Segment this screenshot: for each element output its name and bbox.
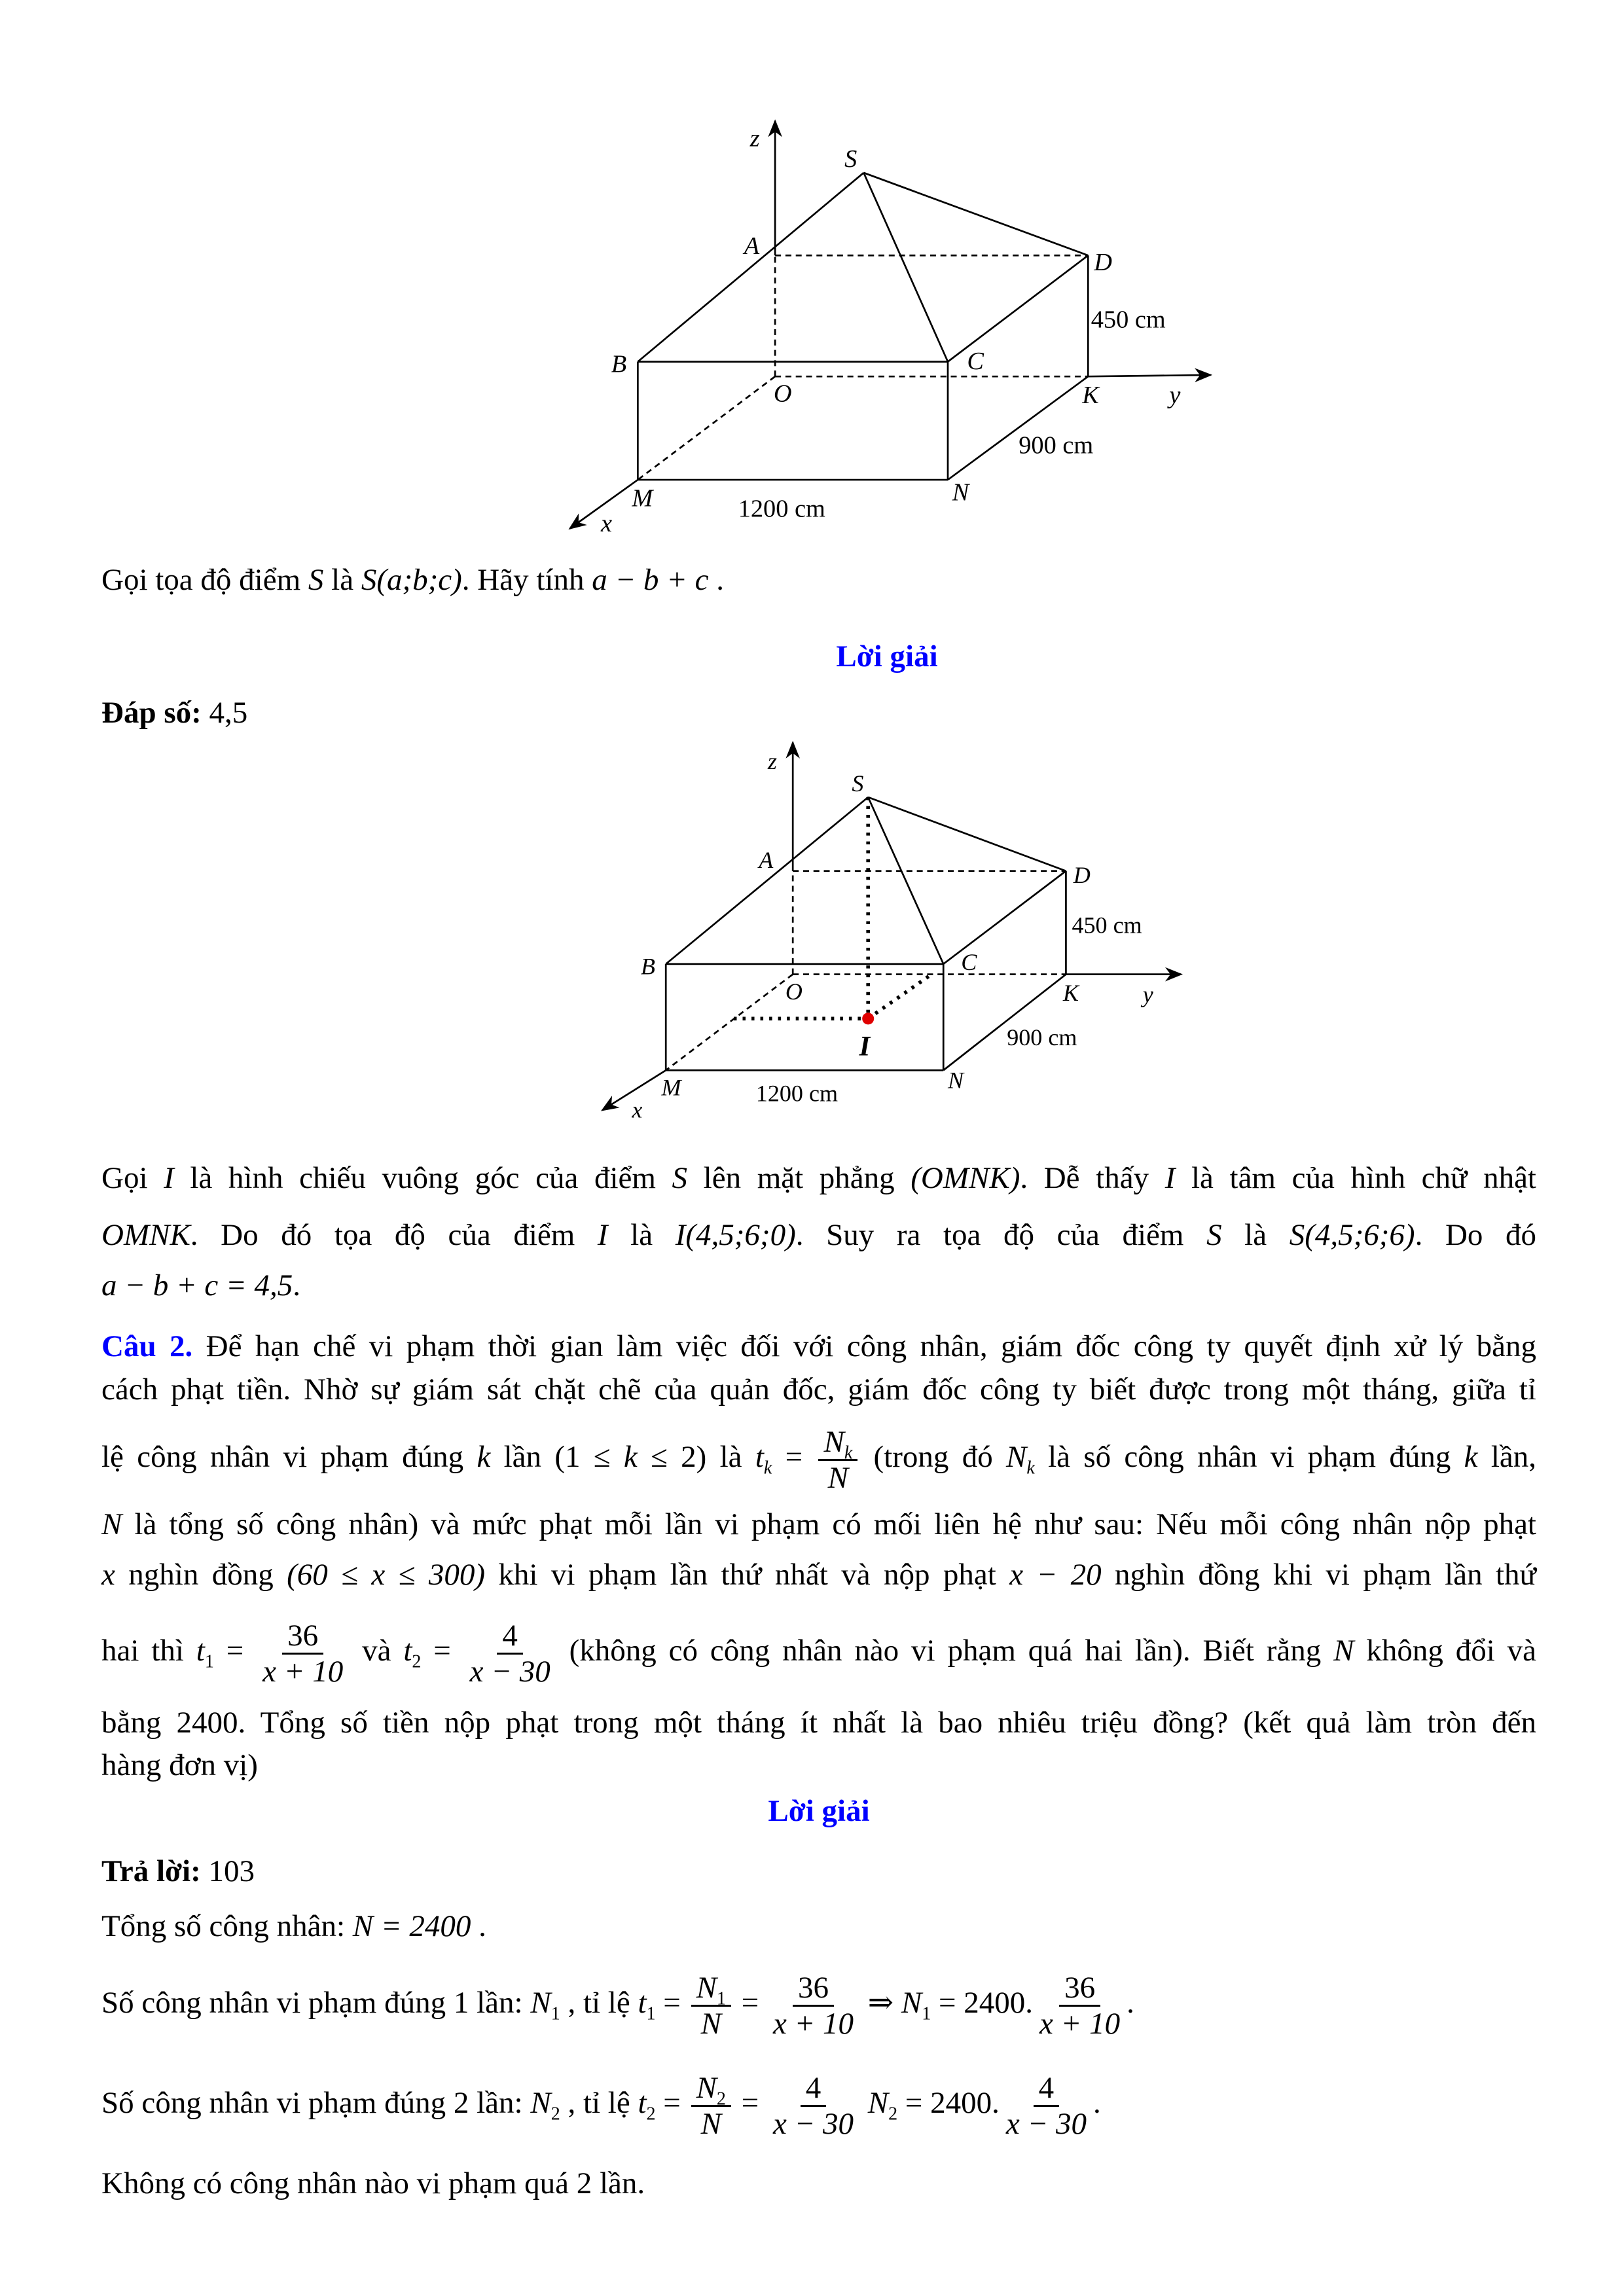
q2-line-2: cách phạt tiền. Nhờ sự giám sát chặt chẽ của quản đốc, giám đốc công ty biết được trong một tháng, giữa tỉ bbox=[101, 1372, 1536, 1407]
svg-text:1200 cm: 1200 cm bbox=[755, 1080, 839, 1107]
svg-text:900 cm: 900 cm bbox=[1007, 1024, 1077, 1050]
q1-explain-line-3: a − b + c = 4,5. bbox=[101, 1268, 301, 1302]
svg-text:450 cm: 450 cm bbox=[1072, 912, 1142, 939]
svg-text:x: x bbox=[632, 1096, 643, 1123]
q2-solution-total: Tổng số công nhân: N = 2400 . bbox=[101, 1909, 486, 1943]
svg-text:K: K bbox=[1082, 381, 1099, 409]
svg-text:y: y bbox=[1142, 981, 1153, 1008]
q2-solution-n1: Số công nhân vi phạm đúng 1 lần: $N_1$ , tỉ lệ $t_1$ = $\frac{N_1}{N}$ = $\frac{36}{x + 10}$ ⇒ $N_1 = 2400$. $\frac{36}{x + 10}$ . bbox=[101, 1970, 1134, 2041]
figure-1-labels bbox=[600, 124, 1181, 537]
q2-line-5: x nghìn đồng (60 ≤ x ≤ 300) khi vi phạm lần thứ nhất và nộp phạt x − 20 nghìn đồng khi vi phạm lần thứ bbox=[101, 1558, 1537, 1592]
fraction-4: $\frac{4}{x - 30}$ bbox=[772, 2070, 854, 2141]
svg-text:z: z bbox=[767, 748, 777, 775]
q2-line-8: hàng đơn vị) bbox=[101, 1748, 258, 1782]
svg-text:1200 cm: 1200 cm bbox=[738, 495, 825, 523]
svg-text:C: C bbox=[967, 347, 984, 375]
fraction-4-b: $\frac{4}{x - 30}$ bbox=[1005, 2070, 1087, 2141]
svg-text:N: N bbox=[948, 1067, 964, 1094]
q2-answer: Trả lời: 103 bbox=[101, 1854, 255, 1888]
q1-solution-title: Lời giải bbox=[836, 639, 938, 673]
svg-text:x: x bbox=[600, 510, 612, 538]
svg-text:O: O bbox=[785, 978, 803, 1005]
figure-2-labels bbox=[631, 748, 1153, 1122]
point-i-marker bbox=[862, 1013, 874, 1024]
fraction-t1: $\frac{36}{x + 10}$ bbox=[262, 1618, 344, 1689]
q2-line-4: N là tổng số công nhân) và mức phạt mỗi lần vi phạm có mối liên hệ như sau: Nếu mỗi công nhân nộp phạt bbox=[101, 1507, 1536, 1541]
q2-line-7: bằng 2400. Tổng số tiền nộp phạt trong một tháng ít nhất là bao nhiêu triệu đồng? (kết quả làm tròn đến bbox=[101, 1706, 1536, 1740]
fraction-t2: $\frac{4}{x - 30}$ bbox=[469, 1618, 550, 1689]
svg-text:B: B bbox=[611, 350, 627, 378]
fraction-n2-over-n: $\frac{N_2}{N}$ bbox=[691, 2071, 731, 2141]
fraction-nk-over-n: $\frac{N_k}{N}$ bbox=[818, 1425, 857, 1495]
q1-prompt: Gọi tọa độ điểm S là S(a;b;c). Hãy tính a − b + c . bbox=[101, 563, 725, 597]
svg-text:K: K bbox=[1062, 980, 1079, 1007]
svg-text:y: y bbox=[1169, 381, 1181, 409]
q2-line-3: lệ công nhân vi phạm đúng k lần (1 ≤ k ≤ 2) là $t_k$ = $\frac{N_k}{N}$ (trong đó $N_k$ là số công nhân vi phạm đúng k lần, bbox=[101, 1424, 1536, 1495]
q1-explain-line-2: OMNK. Do đó tọa độ của điểm I là I(4,5;6;0). Suy ra tọa độ của điểm S là S(4,5;6;6). Do đó bbox=[101, 1218, 1536, 1252]
q2-solution-title: Lời giải bbox=[768, 1794, 870, 1828]
svg-text:O: O bbox=[773, 380, 792, 408]
q1-answer: Đáp số: 4,5 bbox=[101, 696, 248, 730]
svg-text:450 cm: 450 cm bbox=[1091, 306, 1166, 334]
q2-line-1: Câu 2. Để hạn chế vi phạm thời gian làm việc đối với công nhân, giám đốc công ty quyết định xử lý bằng bbox=[101, 1329, 1536, 1363]
svg-text:S: S bbox=[852, 770, 864, 797]
svg-text:D: D bbox=[1073, 861, 1091, 888]
svg-text:z: z bbox=[749, 124, 760, 152]
svg-text:B: B bbox=[640, 953, 655, 980]
svg-text:S: S bbox=[844, 145, 857, 173]
svg-text:M: M bbox=[661, 1074, 681, 1101]
fraction-36-b: $\frac{36}{x + 10}$ bbox=[1039, 1970, 1121, 2041]
svg-text:C: C bbox=[961, 948, 977, 975]
q1-explain-line-1: Gọi I là hình chiếu vuông góc của điểm S lên mặt phẳng (OMNK). Dễ thấy I là tâm của hình chữ nhật bbox=[101, 1161, 1536, 1195]
svg-text:A: A bbox=[759, 847, 774, 874]
svg-text:A: A bbox=[744, 232, 760, 260]
q2-solution-note: Không có công nhân nào vi phạm quá 2 lần. bbox=[101, 2166, 645, 2200]
svg-text:N: N bbox=[952, 478, 969, 507]
svg-text:M: M bbox=[632, 484, 653, 512]
q2-line-6: hai thì $t_1$ = $\frac{36}{x + 10}$ và $t_2$ = $\frac{4}{x - 30}$ (không có công nhân nào vi phạm quá hai lần). Biết rằng N không đổi và bbox=[101, 1618, 1536, 1689]
svg-text:900 cm: 900 cm bbox=[1019, 431, 1094, 459]
svg-text:I: I bbox=[859, 1031, 871, 1062]
fraction-36: $\frac{36}{x + 10}$ bbox=[772, 1970, 854, 2041]
q2-solution-n2: Số công nhân vi phạm đúng 2 lần: $N_2$ , tỉ lệ $t_2$ = $\frac{N_2}{N}$ = $\frac{4}{x - 30}$ $N_2 = 2400$. $\frac{4}{x - 30}$ . bbox=[101, 2070, 1101, 2141]
fraction-n1-over-n: $\frac{N_1}{N}$ bbox=[691, 1971, 731, 2041]
svg-text:D: D bbox=[1094, 248, 1112, 276]
